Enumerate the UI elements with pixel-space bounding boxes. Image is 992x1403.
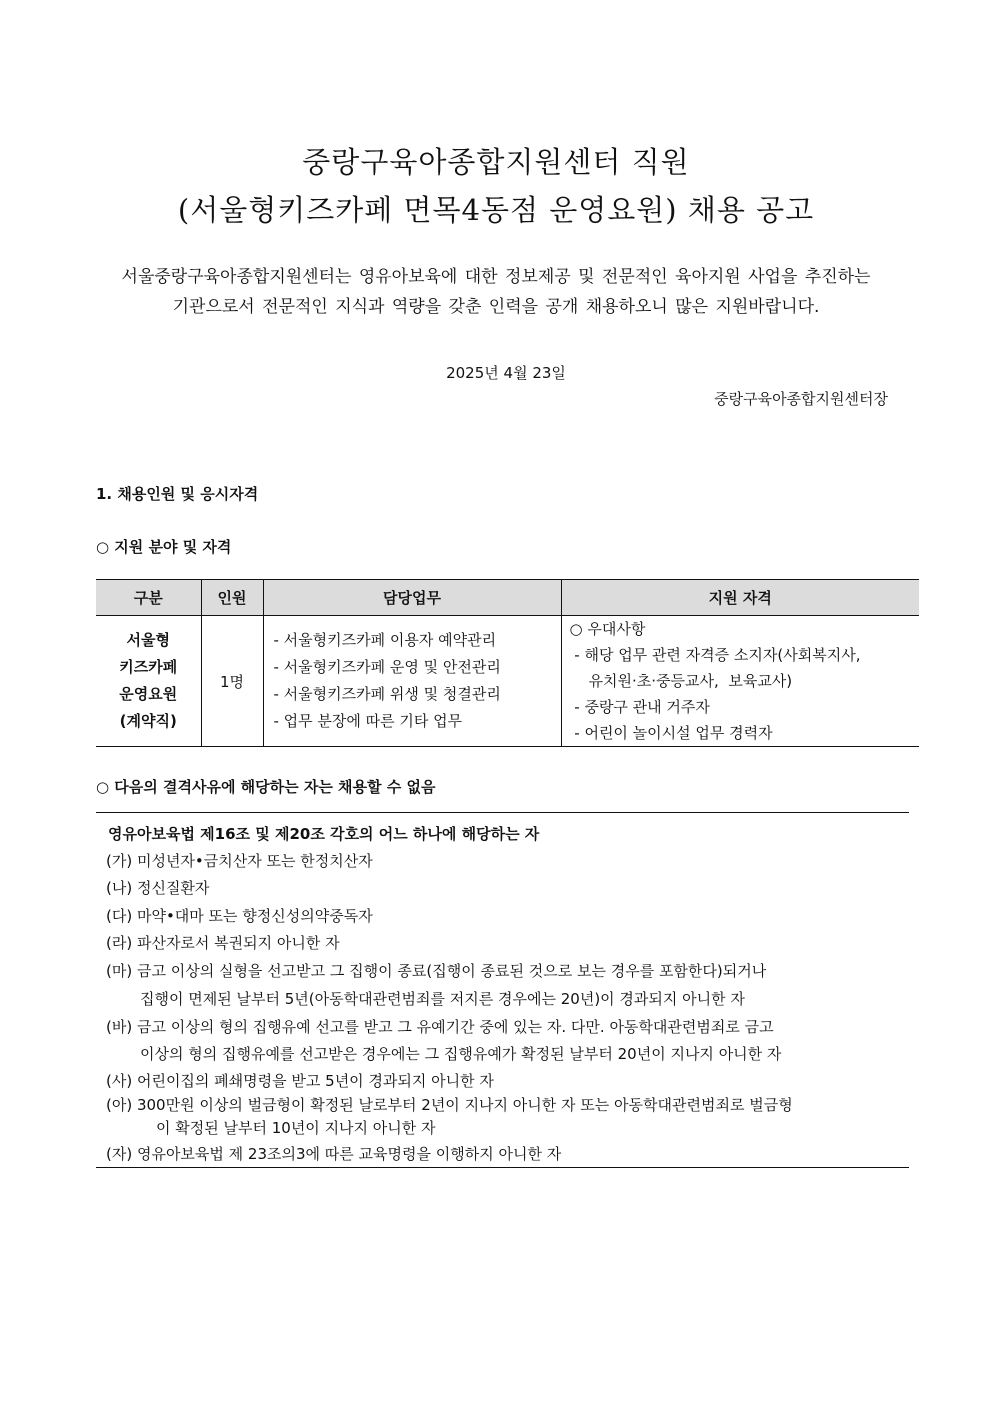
table-header-row bbox=[96, 580, 919, 616]
subsection-field-qualification: ○ 지원 분야 및 자격 bbox=[96, 538, 232, 556]
list-item: (사) 어린이집의 폐쇄명령을 받고 5년이 경과되지 아니한 자 bbox=[106, 1072, 494, 1090]
list-item: (라) 파산자로서 복권되지 아니한 자 bbox=[106, 934, 340, 952]
list-item: (바) 금고 이상의 형의 집행유예 선고를 받고 그 유예기간 중에 있는 자. 다만. 아동학대관련범죄로 금고 bbox=[106, 1018, 774, 1036]
qualification-item: - 어린이 놀이시설 업무 경력자 bbox=[569, 724, 773, 742]
header-duties: 담당업무 bbox=[263, 580, 561, 616]
category-cell bbox=[96, 616, 201, 747]
list-item: (자) 영유아보육법 제 23조의3에 따른 교육명령을 이행하지 아니한 자 bbox=[106, 1145, 562, 1163]
qualification-item: - 해당 업무 관련 자격증 소지자(사회복지사, bbox=[569, 646, 861, 664]
qualification-item: - 중랑구 관내 거주자 bbox=[569, 698, 710, 716]
recruitment-table bbox=[96, 579, 919, 747]
header-count: 인원 bbox=[201, 580, 263, 616]
list-item: (마) 금고 이상의 실형을 선고받고 그 집행이 종료(집행이 종료된 것으로 보는 경우를 포함한다)되거나 bbox=[106, 962, 767, 980]
list-item: (나) 정신질환자 bbox=[106, 879, 210, 897]
list-item-continuation: 이상의 형의 집행유예를 선고받은 경우에는 그 집행유예가 확정된 날부터 20년이 지나지 아니한 자 bbox=[140, 1045, 782, 1063]
header-category: 구분 bbox=[96, 580, 201, 616]
intro-paragraph bbox=[60, 262, 932, 322]
intro-line2: 기관으로서 전문적인 지식과 역량을 갖춘 인력을 공개 채용하오니 많은 지원바랍니다. bbox=[172, 297, 820, 317]
page-title-line2: (서울형키즈카페 면목4동점 운영요원) 채용 공고 bbox=[177, 193, 815, 227]
list-item: (다) 마약•대마 또는 향정신성의약중독자 bbox=[106, 907, 373, 925]
duty-item: - 서울형키즈카페 운영 및 안전관리 bbox=[273, 658, 501, 676]
duties-cell bbox=[263, 616, 561, 747]
subsection-disqualification: ○ 다음의 결격사유에 해당하는 자는 채용할 수 없음 bbox=[96, 778, 436, 796]
category-line: 키즈카페 bbox=[119, 658, 178, 676]
disqualification-heading: 영유아보육법 제16조 및 제20조 각호의 어느 하나에 해당하는 자 bbox=[108, 825, 540, 843]
page-title-line1: 중랑구육아종합지원센터 직원 bbox=[302, 145, 690, 179]
list-item: (아) 300만원 이상의 벌금형이 확정된 날로부터 2년이 지나지 아니한 자 또는 아동학대관련범죄로 벌금형 bbox=[106, 1096, 793, 1114]
disqualification-box bbox=[96, 812, 909, 1168]
qualification-item: ○ 우대사항 bbox=[569, 620, 646, 638]
duty-item: - 서울형키즈카페 위생 및 청결관리 bbox=[273, 685, 501, 703]
count-cell: 1명 bbox=[201, 616, 263, 747]
duty-item: - 서울형키즈카페 이용자 예약관리 bbox=[273, 631, 497, 649]
intro-line1: 서울중랑구육아종합지원센터는 영유아보육에 대한 정보제공 및 전문적인 육아지원 사업을 추진하는 bbox=[121, 267, 871, 287]
table-row bbox=[96, 616, 919, 747]
category-line: (계약직) bbox=[119, 712, 177, 730]
announcement-date: 2025년 4월 23일 bbox=[446, 364, 566, 382]
qualifications-cell bbox=[561, 616, 919, 747]
duty-item: - 업무 분장에 따른 기타 업무 bbox=[273, 712, 463, 730]
section-heading: 1. 채용인원 및 응시자격 bbox=[96, 485, 259, 503]
signatory: 중랑구육아종합지원센터장 bbox=[714, 390, 888, 408]
list-item-continuation: 집행이 면제된 날부터 5년(아동학대관련범죄를 저지른 경우에는 20년)이 경과되지 아니한 자 bbox=[140, 990, 745, 1008]
list-item-continuation: 이 확정된 날부터 10년이 지나지 아니한 자 bbox=[156, 1119, 436, 1137]
category-line: 서울형 bbox=[126, 631, 170, 649]
list-item: (가) 미성년자•금치산자 또는 한정치산자 bbox=[106, 852, 373, 870]
qualification-item: 유치원·초·중등교사, 보육교사) bbox=[569, 672, 793, 690]
header-qualifications: 지원 자격 bbox=[561, 580, 919, 616]
category-line: 운영요원 bbox=[119, 685, 178, 703]
